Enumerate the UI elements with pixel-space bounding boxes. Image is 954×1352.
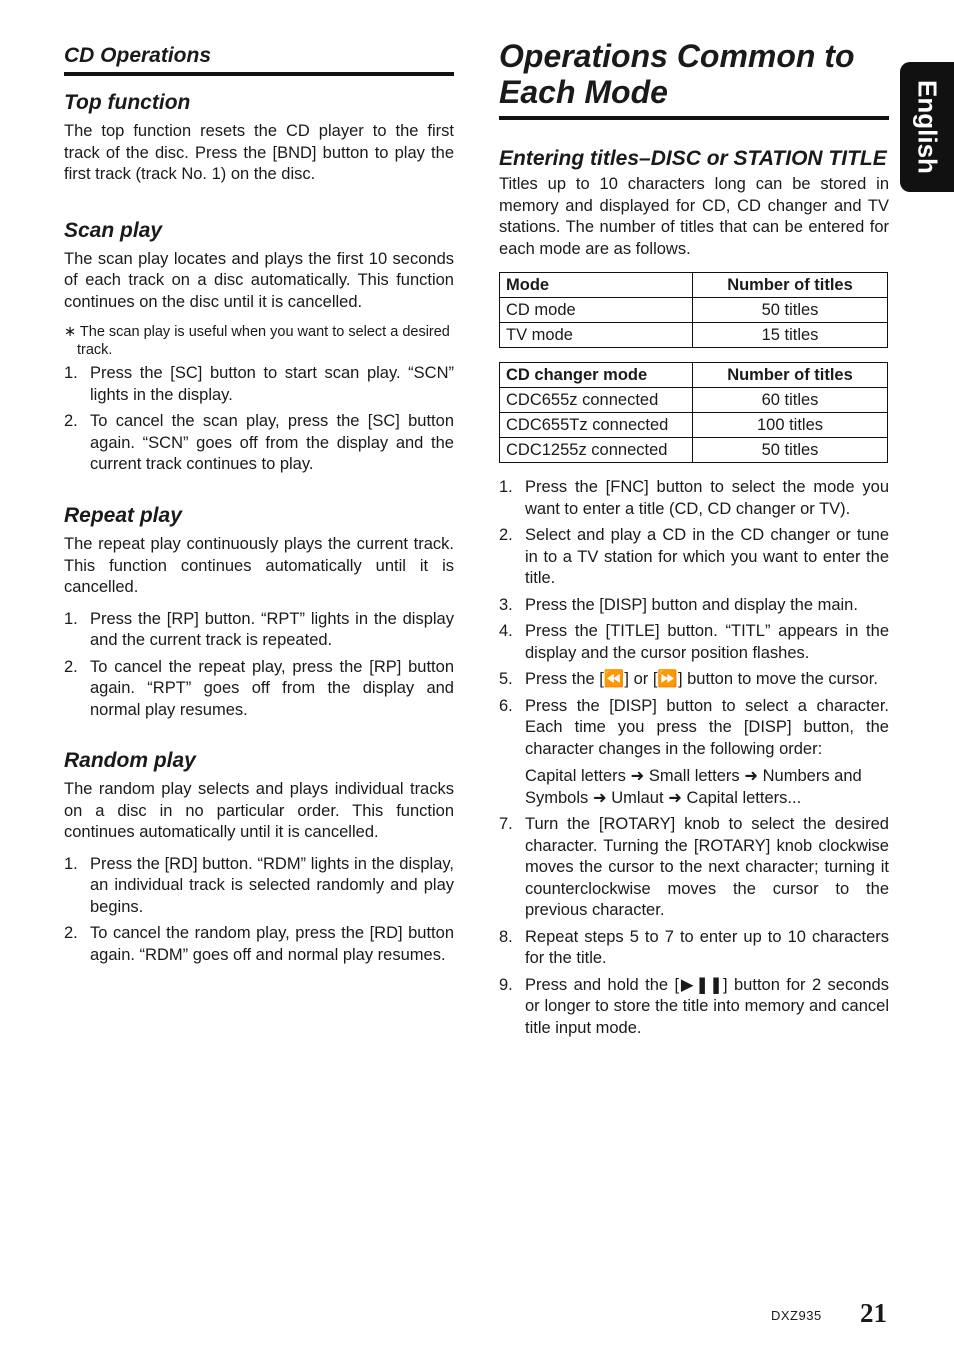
- repeat-play-heading: Repeat play: [64, 503, 182, 527]
- changer-titles-table: [499, 362, 888, 463]
- title-divider: [499, 116, 889, 120]
- list-item: 1. Press the [RP] button. “RPT” lights in the display and the current track is repeated.: [64, 609, 454, 650]
- list-item: 1. Press the [SC] button to start scan play. “SCN” lights in the display.: [64, 364, 454, 404]
- section-label: CD Operations: [64, 44, 212, 67]
- character-order: Capital letters ➜ Small letters ➜ Numbers and Symbols ➜ Umlaut ➜ Capital letters...: [525, 767, 862, 807]
- scan-play-note: ∗ The scan play is useful when you want to select a desired track.: [64, 324, 450, 359]
- scan-play-heading: Scan play: [64, 218, 163, 242]
- list-item: 2. Select and play a CD in the CD changer or tune in to a TV station for which you want to enter the title.: [499, 526, 889, 587]
- list-item: 1. Press the [RD] button. “RDM” lights in the display, an individual track is selected randomly and play begins.: [64, 854, 454, 916]
- page-title: Operations Common to Each Mode: [499, 38, 855, 110]
- repeat-play-body: The repeat play continuously plays the current track. This function continues automatically until it is cancelled.: [64, 535, 454, 597]
- list-item: 7. Turn the [ROTARY] knob to select the desired character. Turning the [ROTARY] knob clockwise moves the cursor to the next character; turning it counterclockwise moves the cursor to the previous character.: [499, 815, 889, 919]
- table-row: CDC655Tz connected 100 titles: [500, 413, 888, 438]
- random-play-body: The random play selects and plays individual tracks on a disc in no particular order. This function continues automatically until it is cancelled.: [64, 780, 454, 842]
- random-play-heading: Random play: [64, 749, 196, 773]
- list-item: 2. To cancel the scan play, press the [SC] button again. “SCN” goes off from the display and the current track continues to play.: [64, 412, 454, 474]
- list-item: 6. Press the [DISP] button to select a character. Each time you press the [DISP] button, the character changes in the following order: Capital letters ➜ Small letters ➜ Numbers and Symbols ➜ Umlaut ➜ Capital letters...: [499, 696, 889, 810]
- mode-titles-table: [499, 272, 888, 348]
- page-number: 21: [860, 1298, 887, 1328]
- entering-titles-heading: Entering titles–DISC or STATION TITLE: [499, 147, 887, 170]
- scan-play-body: The scan play locates and plays the first 10 seconds of each track on a disc automatically. This function continues on the disc until it is cancelled.: [64, 249, 454, 311]
- right-column: [499, 38, 889, 1044]
- top-function-heading: Top function: [64, 91, 191, 114]
- list-item: 1. Press the [FNC] button to select the mode you want to enter a title (CD, CD changer or TV).: [499, 478, 889, 518]
- list-item: 3. Press the [DISP] button and display the main.: [499, 595, 858, 614]
- table-row: CD mode 50 titles: [500, 298, 888, 323]
- random-play-steps: [64, 854, 454, 967]
- table-header-row: Mode Number of titles: [500, 273, 888, 298]
- repeat-play-steps: [64, 609, 454, 722]
- table-row: TV mode 15 titles: [500, 323, 888, 348]
- list-item: 9. Press and hold the [▶❚❚] button for 2 seconds or longer to store the title into memory and cancel title input mode.: [499, 975, 889, 1037]
- list-item: 2. To cancel the random play, press the [RD] button again. “RDM” goes off and normal play resumes.: [64, 924, 454, 964]
- list-item: 2. To cancel the repeat play, press the [RP] button again. “RPT” goes off from the display and normal play resumes.: [64, 657, 454, 719]
- section-divider: [64, 72, 454, 76]
- entering-titles-intro: Titles up to 10 characters long can be stored in memory and displayed for CD, CD changer and TV stations. The number of titles that can be entered for each mode are as follows.: [499, 175, 889, 258]
- left-column: [64, 44, 454, 971]
- top-function-body: The top function resets the CD player to the first track of the disc. Press the [BND] button to play the first track (track No. 1) on the disc.: [64, 122, 454, 184]
- list-item: 4. Press the [TITLE] button. “TITL” appears in the display and the cursor position flashes.: [499, 622, 889, 662]
- table-header-row: CD changer mode Number of titles: [500, 363, 888, 388]
- language-tab-label: English: [912, 80, 943, 174]
- list-item: 8. Repeat steps 5 to 7 to enter up to 10 characters for the title.: [499, 927, 889, 967]
- table-row: CDC655z connected 60 titles: [500, 388, 888, 413]
- scan-play-steps: [64, 363, 454, 476]
- table-row: CDC1255z connected 50 titles: [500, 438, 888, 463]
- model-number: DXZ935: [771, 1308, 822, 1323]
- list-item: 5. Press the [⏪] or [⏩] button to move the cursor.: [499, 670, 878, 688]
- entering-titles-steps: [499, 477, 889, 1039]
- language-tab: [900, 62, 954, 192]
